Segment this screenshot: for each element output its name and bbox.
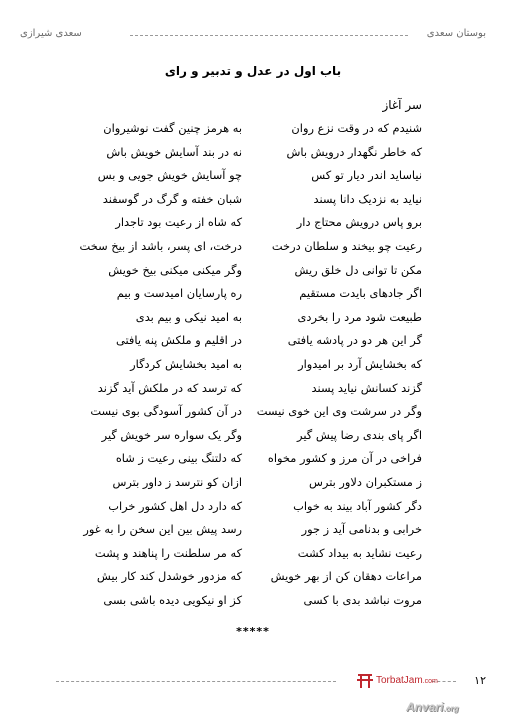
first-hemistich: مکن تا توانی دل خلق ریش (294, 262, 422, 277)
couplet (0, 451, 506, 475)
second-hemistich: به امید نیکی و بیم بدی (135, 309, 242, 324)
first-hemistich: مروت نباشد بدی با کسی (303, 592, 422, 607)
logo-mark-icon (356, 672, 374, 690)
couplet (0, 428, 506, 452)
torbatjam-logo (356, 672, 476, 692)
watermark-name: Anvari (406, 700, 444, 714)
second-hemistich: که ترسد که در ملکش آید گزند (97, 380, 242, 395)
second-hemistich: ازان کو نترسد ز داور بترس (112, 474, 242, 489)
first-hemistich: اگر پای بندی رضا پیش گیر (297, 427, 422, 442)
couplet (0, 121, 506, 145)
first-hemistich: رعیت نشاید به بیداد کشت (297, 545, 422, 560)
second-hemistich: کز او نیکویی دیده باشی بسی (103, 592, 242, 607)
author-name: سعدی شیرازی (20, 28, 82, 39)
first-hemistich: ز مستکبران دلاور بترس (309, 474, 422, 489)
first-hemistich: خرابی و بدنامی آید ز جور (301, 522, 422, 537)
second-hemistich: که شاه از رعیت بود تاجدار (115, 215, 242, 230)
first-hemistich: طبیعت شود مرد را بخردی (297, 309, 422, 324)
second-hemistich: که دارد دل اهل کشور خراب (108, 498, 242, 513)
couplet (0, 239, 506, 263)
first-hemistich: فراخی در آن مرز و کشور مخواه (267, 451, 422, 466)
first-hemistich: نیاساید اندر دیار تو کس (311, 168, 422, 183)
logo-text (376, 675, 438, 686)
first-hemistich: برو پاس درویش محتاج دار (296, 215, 422, 230)
second-hemistich: وگر میکنی میکنی بیخ خویش (108, 262, 242, 277)
first-hemistich: گر این هر دو در پادشه یافتی (287, 333, 422, 348)
first-hemistich: که بخشایش آرد بر امیدوار (298, 356, 422, 371)
first-hemistich: دگر کشور آباد بیند به خواب (293, 498, 422, 513)
couplet (0, 499, 506, 523)
second-hemistich: که دلتنگ بینی رعیت ز شاه (115, 451, 242, 466)
second-hemistich: در اقلیم و ملکش پنه یافتی (116, 333, 242, 348)
second-hemistich: چو آسایش خویش جویی و بس (97, 168, 242, 183)
first-hemistich: نیاید به نزدیک دانا پسند (313, 191, 422, 206)
header-divider (130, 35, 408, 36)
second-hemistich: رسد پیش بین این سخن را به غور (83, 522, 242, 537)
couplet (0, 593, 506, 617)
couplet (0, 263, 506, 287)
chapter-title: باب اول در عدل و تدبیر و رای (164, 64, 342, 78)
section-label: سر آغاز (382, 98, 422, 112)
couplet (0, 215, 506, 239)
first-hemistich: اگر جادهای بایدت مستقیم (299, 286, 422, 301)
footer-divider-left (56, 681, 336, 682)
couplet (0, 381, 506, 405)
second-hemistich: در آن کشور آسودگی بوی نیست (90, 404, 242, 419)
couplet (0, 286, 506, 310)
anvari-watermark (406, 700, 458, 714)
second-hemistich: به امید بخشایش کردگار (130, 356, 242, 371)
logo-domain: .com (422, 678, 438, 685)
couplet (0, 333, 506, 357)
first-hemistich: که خاطر نگهدار درویش باش (286, 144, 422, 159)
page-number: ۱۲ (474, 674, 486, 687)
first-hemistich: گزند کسانش نیاید پسند (311, 380, 422, 395)
page-header (20, 28, 486, 44)
couplet (0, 475, 506, 499)
couplet (0, 168, 506, 192)
end-mark: ***** (236, 625, 270, 638)
second-hemistich: ره پارسایان امیدست و بیم (116, 286, 242, 301)
couplet (0, 546, 506, 570)
second-hemistich: به هرمز چنین گفت نوشیروان (103, 121, 242, 135)
second-hemistich: که مر سلطنت را پناهند و پشت (94, 545, 242, 560)
second-hemistich: وگر یک سواره سر خویش گیر (101, 427, 242, 442)
logo-name: TorbatJam (376, 675, 423, 686)
verse-list (0, 121, 506, 616)
second-hemistich: نه در بند آسایش خویش باش (106, 144, 242, 159)
couplet (0, 357, 506, 381)
first-hemistich: وگر در سرشت وی این خوی نیست (256, 404, 422, 419)
page-footer (20, 672, 486, 692)
couplet (0, 310, 506, 334)
first-hemistich: رعیت چو بیخند و سلطان درخت (271, 238, 422, 253)
book-title: بوستان سعدی (426, 28, 486, 39)
second-hemistich: درخت، ای پسر، باشد از بیخ سخت (79, 238, 242, 253)
second-hemistich: که مزدور خوشدل کند کار بیش (96, 569, 242, 584)
couplet (0, 145, 506, 169)
second-hemistich: شبان خفته و گرگ در گوسفند (102, 191, 242, 206)
couplet (0, 192, 506, 216)
first-hemistich: شنیدم که در وقت نزع روان (291, 121, 422, 135)
couplet (0, 522, 506, 546)
couplet (0, 404, 506, 428)
couplet (0, 569, 506, 593)
first-hemistich: مراعات دهقان کن از بهر خویش (270, 569, 422, 584)
watermark-domain: .org (443, 704, 459, 713)
